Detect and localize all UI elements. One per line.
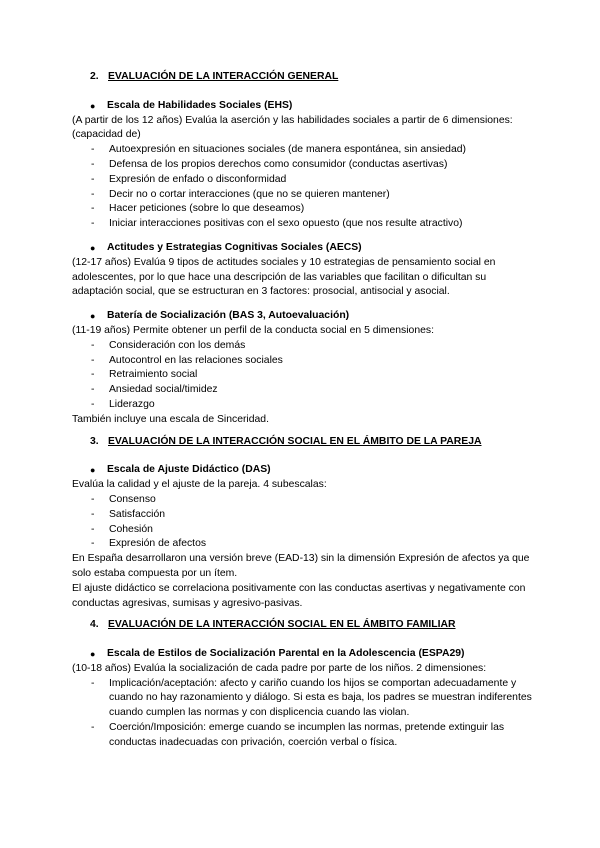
list-item: - Coerción/Imposición: emerge cuando se incumplen las normas, pretende extinguir las conductas inadecuadas con privación, coerción verbal o física. (72, 721, 532, 751)
dash-icon: - (91, 173, 95, 185)
paragraph: También incluye una escala de Sinceridad. (72, 413, 269, 425)
subheading-text: Escala de Habilidades Sociales (EHS) (107, 99, 293, 111)
dash-icon: - (91, 369, 95, 381)
paragraph: (12-17 años) Evalúa 9 tipos de actitudes sociales y 10 estrategias de pensamiento social en adolescentes, por lo que hace una descripción de las variables que facilitan o dificultan su adaptación social, que se estructuran en 3 factores: prosocial, antisocial y asocial. (72, 256, 496, 298)
dash-icon: - (91, 523, 95, 535)
subheading-ehs (90, 99, 532, 114)
dash-list (72, 493, 532, 552)
list-item: - Hacer peticiones (sobre lo que deseamos) (72, 202, 532, 217)
dash-list (72, 143, 532, 232)
section-number: 4. (90, 619, 99, 631)
dash-list (72, 339, 532, 413)
list-item: - Satisfacción (72, 508, 532, 523)
dash-icon: - (91, 398, 95, 410)
dash-icon: - (91, 508, 95, 520)
list-item: - Retraimiento social (72, 368, 532, 383)
list-item: - Consideración con los demás (72, 339, 532, 354)
section-heading-4 (90, 618, 532, 633)
paragraph: (11-19 años) Permite obtener un perfil de la conducta social en 5 dimensiones: (72, 324, 434, 336)
bullet-icon: ● (90, 311, 96, 322)
list-item: - Consenso (72, 493, 532, 508)
dash-icon: - (91, 218, 95, 230)
subheading-text: Actitudes y Estrategias Cognitivas Sociales (AECS) (107, 241, 362, 253)
paragraph: En España desarrollaron una versión breve (EAD-13) sin la dimensión Expresión de afectos ya que solo estaba compuesta por un ítem. (72, 553, 530, 579)
dash-icon: - (91, 158, 95, 170)
subheading-bas3 (90, 309, 532, 324)
paragraph: El ajuste didáctico se correlaciona positivamente con las conductas asertivas y negativamente con conductas agresivas, sumisas y agresivo-pasivas. (72, 582, 526, 609)
section-number: 3. (90, 435, 99, 447)
section-title: EVALUACIÓN DE LA INTERACCIÓN SOCIAL EN EL ÁMBITO FAMILIAR (108, 619, 456, 631)
dash-icon: - (91, 493, 95, 505)
list-item: - Expresión de afectos (72, 537, 532, 552)
dash-list (72, 677, 532, 751)
paragraph: (10-18 años) Evalúa la socialización de cada padre por parte de los niños. 2 dimensiones: (72, 662, 487, 674)
list-item: - Expresión de enfado o disconformidad (72, 173, 532, 188)
dash-icon: - (91, 538, 95, 550)
subheading-text: Escala de Ajuste Didáctico (DAS) (107, 464, 271, 476)
list-item: - Implicación/aceptación: afecto y cariño cuando los hijos se comportan adecuadamente y cuando no hay razonamiento y diálogo. Si esta es baja, los padres se muestran indiferentes cuando cumplen las normas y con displicencia cuando las violan. (72, 677, 532, 721)
dash-icon: - (91, 188, 95, 200)
section-heading-3 (90, 435, 532, 450)
section-title: EVALUACIÓN DE LA INTERACCIÓN SOCIAL EN EL ÁMBITO DE LA PAREJA (108, 435, 482, 447)
paragraph: Evalúa la calidad y el ajuste de la pareja. 4 subescalas: (72, 479, 327, 491)
section-title: EVALUACIÓN DE LA INTERACCIÓN GENERAL (108, 71, 339, 82)
subheading-espa29 (90, 647, 532, 662)
list-item: - Iniciar interacciones positivas con el sexo opuesto (que nos resulte atractivo) (72, 217, 532, 232)
dash-icon: - (91, 144, 95, 156)
paragraph: (A partir de los 12 años) Evalúa la aserción y las habilidades sociales a partir de 6 dimensiones: (capacidad de) (72, 114, 513, 141)
list-item: - Autocontrol en las relaciones sociales (72, 354, 532, 369)
bullet-icon: ● (90, 465, 96, 476)
subheading-aecs (90, 241, 532, 256)
subheading-text: Escala de Estilos de Socialización Parental en la Adolescencia (ESPA29) (107, 648, 465, 660)
dash-icon: - (91, 722, 95, 734)
list-item: - Ansiedad social/timidez (72, 383, 532, 398)
subheading-text: Batería de Socialización (BAS 3, Autoevaluación) (107, 310, 350, 322)
list-item: - Autoexpresión en situaciones sociales (de manera espontánea, sin ansiedad) (72, 143, 532, 158)
bullet-icon: ● (90, 649, 96, 660)
list-item: - Cohesión (72, 523, 532, 538)
document-page (72, 70, 532, 751)
bullet-icon: ● (90, 242, 96, 253)
dash-icon: - (91, 384, 95, 396)
section-heading-2 (90, 70, 532, 85)
list-item: - Defensa de los propios derechos como consumidor (conductas asertivas) (72, 158, 532, 173)
subheading-das (90, 463, 532, 478)
bullet-icon: ● (90, 100, 96, 111)
list-item: - Decir no o cortar interacciones (que no se quieren mantener) (72, 188, 532, 203)
dash-icon: - (91, 354, 95, 366)
dash-icon: - (91, 203, 95, 215)
dash-icon: - (91, 677, 95, 689)
section-number: 2. (90, 71, 99, 82)
list-item: - Liderazgo (72, 398, 532, 413)
dash-icon: - (91, 339, 95, 351)
